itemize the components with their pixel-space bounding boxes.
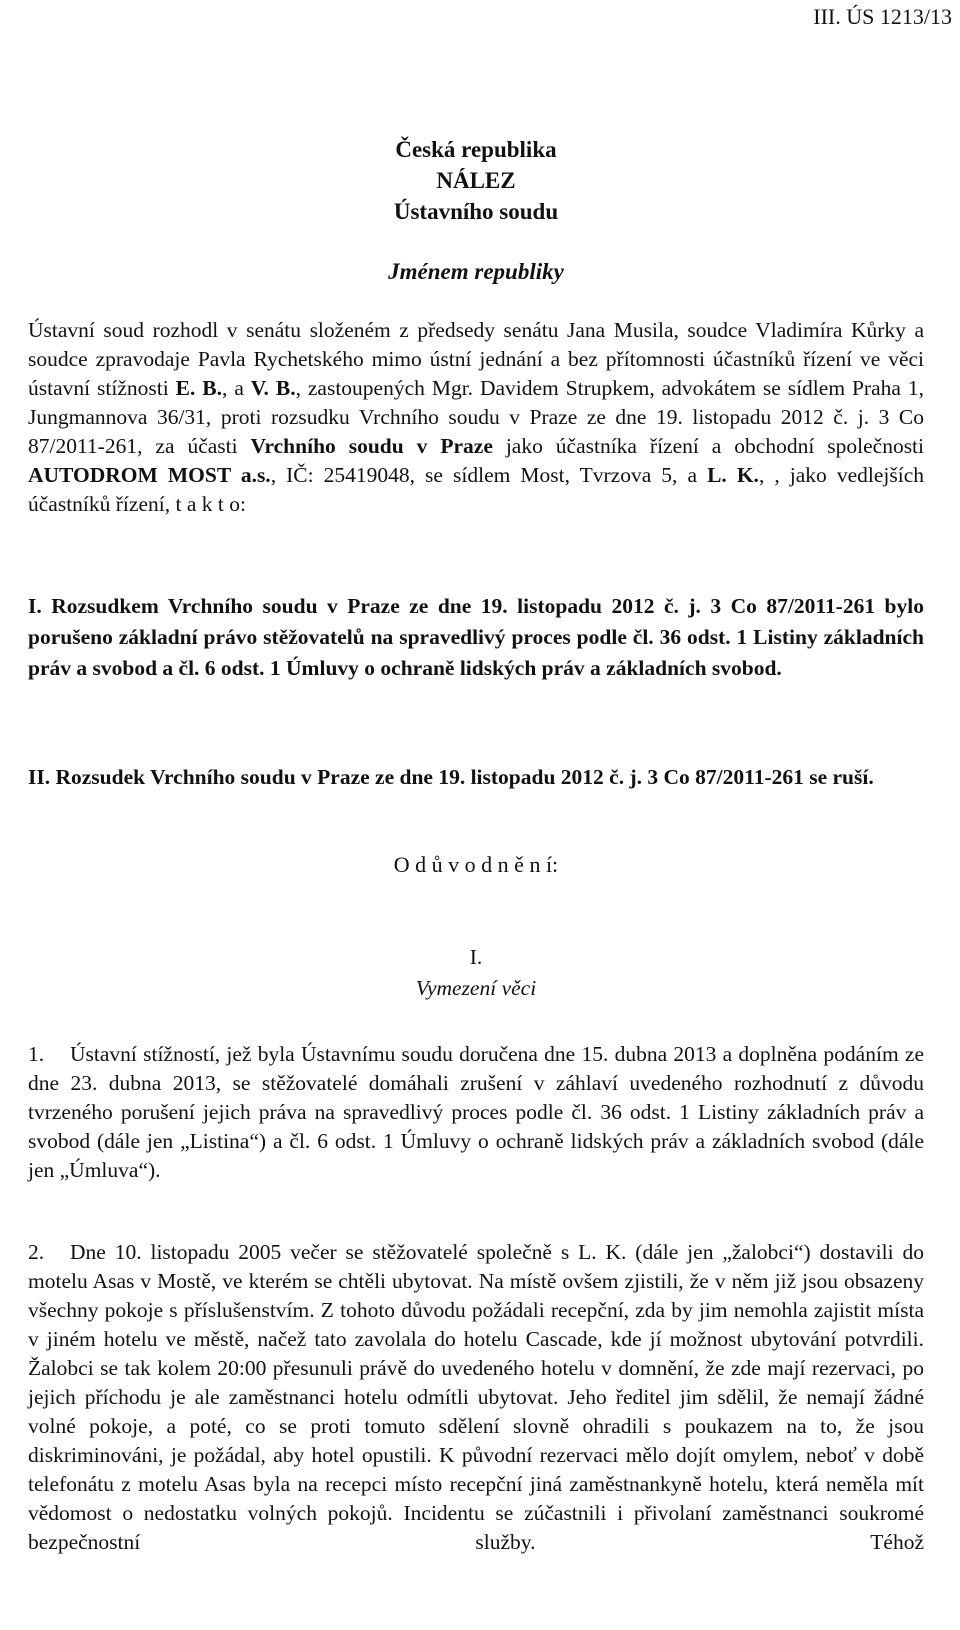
party-eb: E. B. bbox=[175, 376, 223, 400]
intro-text-5: , IČ: 25419048, se sídlem Most, Tvrzova 5, a bbox=[270, 463, 708, 487]
party-vb: V. B. bbox=[250, 376, 296, 400]
verdict-one-text: I. Rozsudkem Vrchního soudu v Praze ze dne 19. listopadu 2012 č. j. 3 Co 87/2011-261 bylo porušeno základní právo stěžovatelů na spravedlivý proces podle čl. 36 odst. 1 Listiny základních práv a svobod a čl. 6 odst. 1 Úmluvy o ochraně lidských práv a základních svobod. bbox=[28, 594, 924, 680]
paragraph-text: Dne 10. listopadu 2005 večer se stěžovatelé společně s L. K. (dále jen „žalobci“) dostavili do motelu Asas v Mostě, ve kterém se chtěli ubytovat. Na místě ovšem zjistili, že v něm již jsou obsazeny všechny pokoje s příslušenstvím. Z tohoto důvodu požádali recepční, zda by jim nemohla zajistit místa v jiném hotelu ve městě, načež tato zavolala do hotelu Cascade, kde jí možnost ubytování potvrdili. Žalobci se tak kolem 20:00 přesunuli právě do uvedeného hotelu v domnění, že zde mají rezervaci, po jejich příchodu je ale zaměstnanci hotelu odmítli ubytovat. Jeho ředitel jim sdělil, že nemají žádné volné pokoje, a poté, co se proti tomuto sdělení slovně ohradili s poukazem na to, že jsou diskriminováni, je požádal, aby hotel opustili. K původní rezervaci mělo dojít omylem, neboť v době telefonátu z motelu Asas byla na recepci místo recepční jiná zaměstnankyně hotelu, která neměla mít vědomost o nedostatku volných pokojů. Incidentu se zúčastnili i přivolaní zaměstnanci soukromé bezpečnostní služby. Téhož bbox=[28, 1240, 924, 1554]
party-company: AUTODROM MOST a.s. bbox=[28, 463, 271, 487]
title-nalez: NÁLEZ bbox=[436, 168, 516, 193]
intro-text-2: , a bbox=[222, 376, 251, 400]
intro-text-6: , , jako vedlejších účastníků řízení, t a k t o: bbox=[28, 463, 925, 516]
intro-text-3: , zastoupených Mgr. Davidem Strupkem, advokátem se sídlem Praha 1, Jungmannova 36/31, proti rozsudku Vrchního soudu v Praze ze dne 19. listopadu 2012 č. j. 3 Co 87/2011-261, za účasti bbox=[28, 376, 924, 458]
intro-text-4: jako účastníka řízení a obchodní společnosti bbox=[492, 434, 925, 458]
paragraph-number: 1. bbox=[28, 1042, 45, 1066]
party-lk: L. K. bbox=[707, 463, 759, 487]
title-court: Ústavního soudu bbox=[393, 199, 559, 224]
section-title: Vymezení věci bbox=[415, 976, 537, 1000]
verdict-two-text: II. Rozsudek Vrchního soudu v Praze ze dne 19. listopadu 2012 č. j. 3 Co 87/2011-261 se ruší. bbox=[28, 765, 874, 789]
title-country: Česká republika bbox=[395, 137, 557, 162]
title-block bbox=[28, 134, 924, 227]
paragraph-text: Ústavní stížností, jež byla Ústavnímu soudu doručena dne 15. dubna 2013 a doplněna podáním ze dne 23. dubna 2013, se stěžovatelé domáhali zrušení v záhlaví uvedeného rozhodnutí z důvodu tvrzeného porušení jejich práva na spravedlivý proces podle čl. 36 odst. 1 Listiny základních práv a svobod (dále jen „Listina“) a čl. 6 odst. 1 Úmluvy o ochraně lidských práv a základních svobod (dále jen „Úmluva“). bbox=[28, 1042, 924, 1182]
title-republic: Jménem republiky bbox=[388, 259, 564, 284]
verdict-one bbox=[28, 591, 924, 684]
section-number: I. bbox=[469, 945, 483, 969]
case-reference: III. ÚS 1213/13 bbox=[813, 4, 952, 29]
party-court: Vrchního soudu v Praze bbox=[250, 434, 493, 458]
intro-text-1: Ústavní soud rozhodl v senátu složeném z předsedy senátu Jana Musila, soudce Vladimíra Kůrky a soudce zpravodaje Pavla Rychetského mimo ústní jednání a bez přítomnosti účastníků řízení ve věci ústavní stížnosti bbox=[28, 318, 924, 400]
paragraph-number: 2. bbox=[28, 1240, 45, 1264]
section-heading bbox=[28, 942, 924, 1004]
paragraph-2 bbox=[28, 1238, 924, 1557]
verdict-two bbox=[28, 762, 924, 793]
reasoning-title: O d ů v o d n ě n í: bbox=[393, 852, 559, 877]
paragraph-1 bbox=[28, 1040, 924, 1185]
intro-paragraph bbox=[28, 316, 924, 519]
